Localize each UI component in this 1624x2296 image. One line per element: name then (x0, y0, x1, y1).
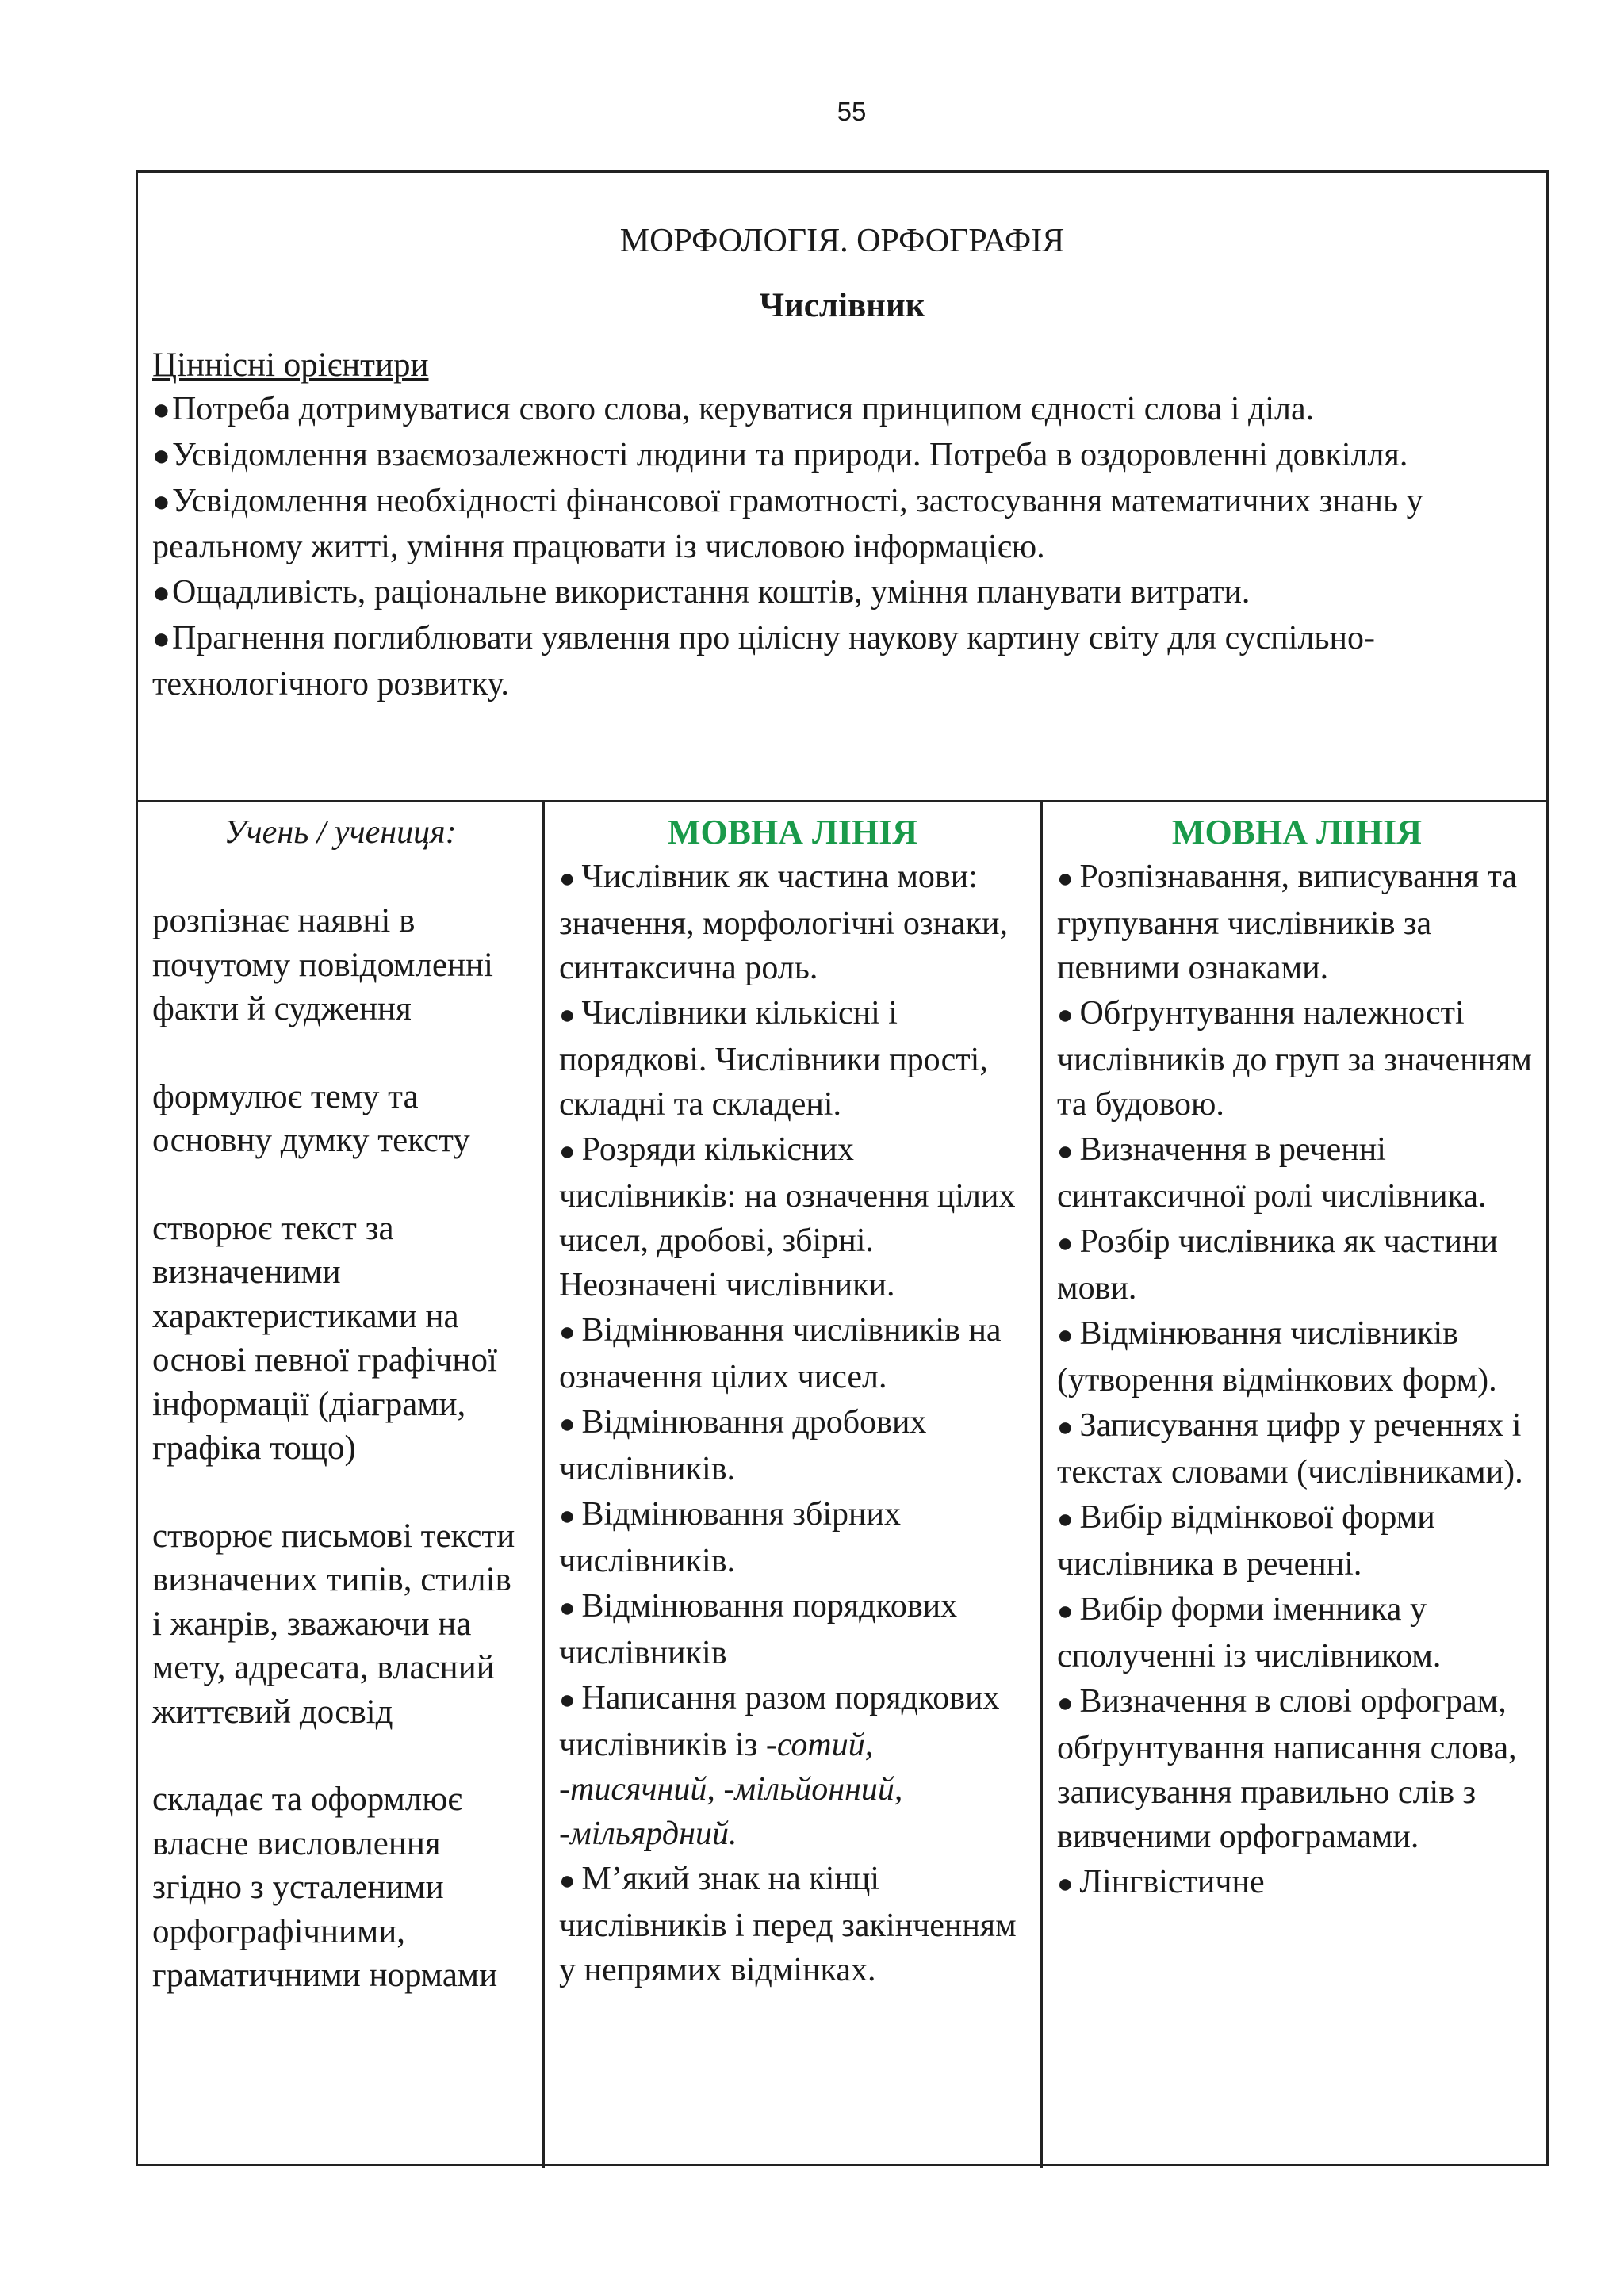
activity-item: ● Записування цифр у реченнях і текстах словами (числівниками). (1057, 1407, 1523, 1490)
values-list-item: ●Усвідомлення взаємозалежності людини та природи. Потреба в оздоровленні довкілля. (152, 437, 1408, 473)
language-line-heading: МОВНА ЛІНІЯ (667, 813, 918, 851)
language-line-heading: МОВНА ЛІНІЯ (1171, 813, 1423, 851)
bullet-icon: ● (152, 439, 170, 473)
activity-item: ● Визначення в реченні синтаксичної ролі числівника. (1057, 1131, 1487, 1215)
activity-item: ● Лінгвістичне (1057, 1864, 1265, 1900)
bullet-icon: ● (1057, 1229, 1074, 1258)
bullet-icon: ● (1057, 1597, 1074, 1626)
bullet-icon: ● (1057, 1321, 1074, 1350)
learner-outcome: формулює тему та основну думку тексту (152, 1077, 470, 1159)
topic-title: Числівник (759, 287, 925, 324)
learner-outcome: створює текст за визначеними характеристиками на основі певної графічної інформації (діаграми, графіка тощо) (152, 1209, 497, 1467)
bullet-icon: ● (559, 1502, 576, 1531)
bullet-icon: ● (559, 1594, 576, 1623)
page-number: 55 (837, 97, 867, 126)
activity-item: ● Відмінювання числівників (утворення відмінкових форм). (1057, 1315, 1497, 1399)
bullet-icon: ● (1057, 1505, 1074, 1534)
columns-row (138, 802, 1546, 2168)
values-list-item: ●Усвідомлення необхідності фінансової грамотності, застосування математичних знань у реальному житті, уміння працювати із числовою інформацією. (152, 483, 1423, 565)
bullet-icon: ● (152, 485, 170, 519)
activity-item: ● Обґрунтування належності числівників до груп за значенням та будовою. (1057, 995, 1532, 1123)
activity-item: ● Розпізнавання, виписування та групування числівників за певними ознаками. (1057, 859, 1518, 986)
content-item: ● Числівник як частина мови: значення, морфологічні ознаки, синтаксична роль. (559, 859, 1009, 986)
bullet-icon: ● (1057, 864, 1074, 894)
bullet-icon: ● (1057, 1869, 1074, 1899)
activity-item: ● Визначення в слові орфограм, обґрунтування написання слова, записування правильно слів з вивченими орфограмами. (1057, 1683, 1517, 1855)
learner-heading: Учень / учениця: (224, 814, 457, 851)
values-heading: Ціннісні орієнтири (152, 346, 429, 384)
bullet-icon: ● (152, 576, 170, 610)
bullet-icon: ● (559, 1001, 576, 1030)
activity-item: ● Розбір числівника як частини мови. (1057, 1223, 1498, 1307)
bullet-icon: ● (1057, 1137, 1074, 1166)
values-list-item: ●Потреба дотримуватися свого слова, керуватися принципом єдності слова і діла. (152, 391, 1315, 427)
values-block (138, 173, 1546, 802)
suffix-examples: сотий, -тисячний, -мільйонний, -мільярдний. (559, 1727, 903, 1852)
curriculum-table (136, 170, 1549, 2166)
bullet-icon: ● (1057, 1413, 1074, 1442)
bullet-icon: ● (1057, 1689, 1074, 1718)
bullet-icon: ● (1057, 1001, 1074, 1030)
learner-outcome: розпізнає наявні в почутому повідомленні факти й судження (152, 902, 493, 1027)
bullet-icon: ● (152, 393, 170, 427)
bullet-icon: ● (559, 1866, 576, 1896)
content-item: ● Відмінювання дробових числівників. (559, 1404, 927, 1487)
activity-item: ● Вибір відмінкової форми числівника в реченні. (1057, 1499, 1435, 1582)
learner-outcomes-column (138, 802, 545, 2168)
content-item: ● М’який знак на кінці числівників і перед закінченням у непрямих відмінках. (559, 1861, 1017, 1988)
language-line-activities-column (1043, 802, 1551, 2168)
content-item: ● Написання разом порядкових числівників із -сотий, -тисячний, -мільйонний, -мільярдний. (559, 1680, 1000, 1852)
bullet-icon: ● (559, 1137, 576, 1166)
content-item: ● Числівники кількісні і порядкові. Числівники прості, складні та складені. (559, 995, 988, 1123)
content-item: ● Розряди кількісних числівників: на означення цілих чисел, дробові, збірні. Неозначені числівники. (559, 1131, 1016, 1303)
values-list-item: ●Прагнення поглиблювати уявлення про цілісну наукову картину світу для суспільно-технологічного розвитку. (152, 620, 1376, 702)
bullet-icon: ● (559, 1686, 576, 1715)
learner-outcome: створює письмові тексти визначених типів, стилів і жанрів, зважаючи на мету, адресата, власний життєвий досвід (152, 1517, 515, 1731)
bullet-icon: ● (152, 622, 170, 656)
values-list (152, 387, 1532, 707)
learner-outcome: складає та оформлює власне висловлення згідно з усталеними орфографічними, граматичними нормами (152, 1781, 498, 1994)
values-list-item: ●Ощадливість, раціональне використання коштів, уміння планувати витрати. (152, 574, 1251, 610)
bullet-icon: ● (559, 1318, 576, 1347)
bullet-icon: ● (559, 864, 576, 894)
language-line-content-column (545, 802, 1043, 2168)
content-item: ● Відмінювання порядкових числівників (559, 1588, 958, 1671)
section-title: МОРФОЛОГІЯ. ОРФОГРАФІЯ (619, 223, 1065, 259)
content-item: ● Відмінювання числівників на означення цілих чисел. (559, 1312, 1002, 1395)
activity-item: ● Вибір форми іменника у сполученні із числівником. (1057, 1591, 1442, 1674)
content-item: ● Відмінювання збірних числівників. (559, 1496, 901, 1579)
bullet-icon: ● (559, 1410, 576, 1439)
